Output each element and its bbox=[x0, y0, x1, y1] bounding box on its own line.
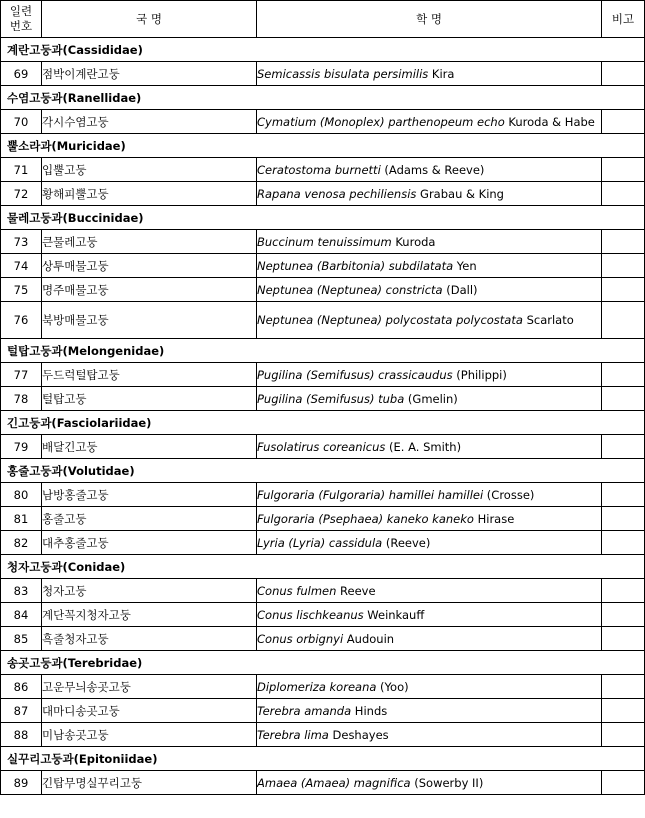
korean-name: 두드럭털탑고둥 bbox=[42, 363, 257, 387]
family-row bbox=[1, 339, 645, 363]
table-row bbox=[1, 675, 645, 699]
scientific-name-authority: Grabau & King bbox=[416, 186, 504, 201]
scientific-name-italic: Fusolatirus coreanicus bbox=[257, 439, 386, 454]
scientific-name bbox=[257, 62, 602, 86]
scientific-name bbox=[257, 699, 602, 723]
scientific-name-authority: Audouin bbox=[343, 631, 395, 646]
korean-name: 털탑고둥 bbox=[42, 387, 257, 411]
scientific-name-authority: Kira bbox=[428, 66, 455, 81]
serial-number: 84 bbox=[1, 603, 42, 627]
scientific-name bbox=[257, 507, 602, 531]
scientific-name-italic: Conus lischkeanus bbox=[257, 607, 364, 622]
korean-name: 계단꼭지청자고둥 bbox=[42, 603, 257, 627]
scientific-name-authority: Hirase bbox=[473, 511, 515, 526]
family-label: 수염고둥과(Ranellidae) bbox=[1, 86, 645, 110]
scientific-name-italic: Semicassis bisulata persimilis bbox=[257, 66, 429, 81]
table-row bbox=[1, 278, 645, 302]
scientific-name-italic: Fulgoraria (Psephaea) kaneko kaneko bbox=[257, 511, 474, 526]
serial-number: 80 bbox=[1, 483, 42, 507]
family-label: 홍줄고둥과(Volutidae) bbox=[1, 459, 645, 483]
family-label: 송곳고둥과(Terebridae) bbox=[1, 651, 645, 675]
family-label: 뿔소라과(Muricidae) bbox=[1, 134, 645, 158]
scientific-name-authority: (Adams & Reeve) bbox=[380, 162, 485, 177]
table-row bbox=[1, 110, 645, 134]
remarks-cell bbox=[602, 483, 645, 507]
remarks-cell bbox=[602, 158, 645, 182]
family-label: 계란고둥과(Cassididae) bbox=[1, 38, 645, 62]
scientific-name-authority: Yen bbox=[453, 258, 477, 273]
scientific-name-italic: Terebra lima bbox=[257, 727, 329, 742]
serial-number: 76 bbox=[1, 302, 42, 339]
scientific-name bbox=[257, 627, 602, 651]
table-row bbox=[1, 387, 645, 411]
table-row bbox=[1, 230, 645, 254]
korean-name: 입뿔고둥 bbox=[42, 158, 257, 182]
scientific-name bbox=[257, 387, 602, 411]
serial-number: 69 bbox=[1, 62, 42, 86]
serial-number: 85 bbox=[1, 627, 42, 651]
table-row bbox=[1, 62, 645, 86]
remarks-cell bbox=[602, 230, 645, 254]
serial-number: 72 bbox=[1, 182, 42, 206]
korean-name: 황해피뿔고둥 bbox=[42, 182, 257, 206]
header-scientific-name: 학 명 bbox=[257, 1, 602, 38]
scientific-name bbox=[257, 579, 602, 603]
family-row bbox=[1, 411, 645, 435]
header-serial-number bbox=[1, 1, 42, 38]
table-row bbox=[1, 158, 645, 182]
table-row bbox=[1, 699, 645, 723]
scientific-name bbox=[257, 278, 602, 302]
scientific-name bbox=[257, 254, 602, 278]
korean-name: 각시수염고둥 bbox=[42, 110, 257, 134]
scientific-name bbox=[257, 302, 602, 339]
scientific-name-authority: (Yoo) bbox=[376, 679, 409, 694]
header-row bbox=[1, 1, 645, 38]
scientific-name-italic: Buccinum tenuissimum bbox=[257, 234, 392, 249]
korean-name: 북방매물고둥 bbox=[42, 302, 257, 339]
scientific-name-authority: Reeve bbox=[336, 583, 376, 598]
remarks-cell bbox=[602, 627, 645, 651]
korean-name: 고운무늬송곳고둥 bbox=[42, 675, 257, 699]
scientific-name-authority: Scarlato bbox=[522, 313, 574, 327]
table-row bbox=[1, 723, 645, 747]
remarks-cell bbox=[602, 579, 645, 603]
scientific-name bbox=[257, 230, 602, 254]
scientific-name bbox=[257, 603, 602, 627]
scientific-name bbox=[257, 531, 602, 555]
scientific-name-italic: Neptunea (Barbitonia) subdilatata bbox=[257, 258, 454, 273]
header-serial-line1: 일련 bbox=[9, 4, 33, 18]
scientific-name-italic: Pugilina (Semifusus) crassicaudus bbox=[257, 367, 453, 382]
family-row bbox=[1, 459, 645, 483]
serial-number: 77 bbox=[1, 363, 42, 387]
scientific-name-italic: Conus orbignyi bbox=[257, 631, 344, 646]
serial-number: 86 bbox=[1, 675, 42, 699]
korean-name: 명주매물고둥 bbox=[42, 278, 257, 302]
serial-number: 70 bbox=[1, 110, 42, 134]
table-row bbox=[1, 507, 645, 531]
table-row bbox=[1, 483, 645, 507]
korean-name: 큰물레고둥 bbox=[42, 230, 257, 254]
table-row bbox=[1, 182, 645, 206]
scientific-name-italic: Amaea (Amaea) magnifica bbox=[257, 775, 411, 790]
header-korean-name: 국 명 bbox=[42, 1, 257, 38]
scientific-name-italic: Fulgoraria (Fulgoraria) hamillei hamillei bbox=[257, 487, 484, 502]
table-row bbox=[1, 254, 645, 278]
table-row bbox=[1, 531, 645, 555]
scientific-name-authority: Weinkauff bbox=[363, 607, 425, 622]
family-row bbox=[1, 555, 645, 579]
table-row bbox=[1, 627, 645, 651]
scientific-name-authority: (Reeve) bbox=[382, 535, 431, 550]
scientific-name-italic: Neptunea (Neptunea) polycostata polycostata bbox=[257, 313, 523, 327]
remarks-cell bbox=[602, 182, 645, 206]
scientific-name-authority: Kuroda bbox=[391, 234, 436, 249]
korean-name: 홍줄고둥 bbox=[42, 507, 257, 531]
serial-number: 71 bbox=[1, 158, 42, 182]
scientific-name-authority: (Gmelin) bbox=[404, 391, 458, 406]
korean-name: 대추홍줄고둥 bbox=[42, 531, 257, 555]
scientific-name-authority: Kuroda & Habe bbox=[504, 114, 595, 129]
family-row bbox=[1, 206, 645, 230]
family-row bbox=[1, 747, 645, 771]
family-label: 청자고둥과(Conidae) bbox=[1, 555, 645, 579]
serial-number: 81 bbox=[1, 507, 42, 531]
remarks-cell bbox=[602, 254, 645, 278]
scientific-name bbox=[257, 363, 602, 387]
scientific-name-authority: (E. A. Smith) bbox=[385, 439, 462, 454]
korean-name: 긴탑무명실꾸리고둥 bbox=[42, 771, 257, 795]
remarks-cell bbox=[602, 771, 645, 795]
scientific-name-italic: Lyria (Lyria) cassidula bbox=[257, 535, 383, 550]
table-row bbox=[1, 302, 645, 339]
scientific-name-italic: Cymatium (Monoplex) parthenopeum echo bbox=[257, 114, 505, 129]
remarks-cell bbox=[602, 603, 645, 627]
scientific-name bbox=[257, 771, 602, 795]
scientific-name-italic: Terebra amanda bbox=[257, 703, 352, 718]
serial-number: 75 bbox=[1, 278, 42, 302]
scientific-name-authority: (Philippi) bbox=[452, 367, 507, 382]
remarks-cell bbox=[602, 302, 645, 339]
scientific-name-italic: Rapana venosa pechiliensis bbox=[257, 186, 417, 201]
scientific-name-authority: Hinds bbox=[351, 703, 388, 718]
table-row bbox=[1, 363, 645, 387]
family-label: 털탑고둥과(Melongenidae) bbox=[1, 339, 645, 363]
scientific-name-italic: Neptunea (Neptunea) constricta bbox=[257, 282, 443, 297]
table-row bbox=[1, 435, 645, 459]
scientific-name-authority: (Crosse) bbox=[483, 487, 535, 502]
scientific-name-italic: Pugilina (Semifusus) tuba bbox=[257, 391, 405, 406]
family-label: 긴고둥과(Fasciolariidae) bbox=[1, 411, 645, 435]
serial-number: 83 bbox=[1, 579, 42, 603]
serial-number: 78 bbox=[1, 387, 42, 411]
korean-name: 대마디송곳고둥 bbox=[42, 699, 257, 723]
scientific-name bbox=[257, 483, 602, 507]
remarks-cell bbox=[602, 110, 645, 134]
scientific-name-italic: Ceratostoma burnetti bbox=[257, 162, 381, 177]
serial-number: 88 bbox=[1, 723, 42, 747]
scientific-name-italic: Conus fulmen bbox=[257, 583, 337, 598]
serial-number: 82 bbox=[1, 531, 42, 555]
family-label: 실꾸리고둥과(Epitoniidae) bbox=[1, 747, 645, 771]
korean-name: 점박이계란고둥 bbox=[42, 62, 257, 86]
remarks-cell bbox=[602, 531, 645, 555]
serial-number: 89 bbox=[1, 771, 42, 795]
serial-number: 87 bbox=[1, 699, 42, 723]
header-remarks: 비고 bbox=[602, 1, 645, 38]
serial-number: 74 bbox=[1, 254, 42, 278]
remarks-cell bbox=[602, 507, 645, 531]
table-row bbox=[1, 579, 645, 603]
scientific-name-authority: Deshayes bbox=[328, 727, 389, 742]
family-row bbox=[1, 134, 645, 158]
serial-number: 79 bbox=[1, 435, 42, 459]
family-label: 물레고둥과(Buccinidae) bbox=[1, 206, 645, 230]
scientific-name bbox=[257, 723, 602, 747]
scientific-name bbox=[257, 435, 602, 459]
table-row bbox=[1, 603, 645, 627]
scientific-name bbox=[257, 182, 602, 206]
scientific-name-authority: (Sowerby II) bbox=[410, 775, 484, 790]
scientific-name-authority: (Dall) bbox=[442, 282, 478, 297]
family-row bbox=[1, 86, 645, 110]
header-serial-line2: 번호 bbox=[9, 19, 33, 33]
family-row bbox=[1, 651, 645, 675]
korean-name: 남방홍줄고둥 bbox=[42, 483, 257, 507]
korean-name: 배달긴고둥 bbox=[42, 435, 257, 459]
table-body bbox=[1, 38, 645, 795]
korean-name: 청자고둥 bbox=[42, 579, 257, 603]
korean-name: 미남송곳고둥 bbox=[42, 723, 257, 747]
remarks-cell bbox=[602, 435, 645, 459]
remarks-cell bbox=[602, 723, 645, 747]
family-row bbox=[1, 38, 645, 62]
korean-name: 상투매물고둥 bbox=[42, 254, 257, 278]
korean-name: 흑줄청자고둥 bbox=[42, 627, 257, 651]
remarks-cell bbox=[602, 699, 645, 723]
table-row bbox=[1, 771, 645, 795]
remarks-cell bbox=[602, 62, 645, 86]
scientific-name bbox=[257, 158, 602, 182]
remarks-cell bbox=[602, 387, 645, 411]
scientific-name-italic: Diplomeriza koreana bbox=[257, 679, 377, 694]
scientific-name bbox=[257, 110, 602, 134]
remarks-cell bbox=[602, 278, 645, 302]
remarks-cell bbox=[602, 675, 645, 699]
serial-number: 73 bbox=[1, 230, 42, 254]
remarks-cell bbox=[602, 363, 645, 387]
scientific-name bbox=[257, 675, 602, 699]
